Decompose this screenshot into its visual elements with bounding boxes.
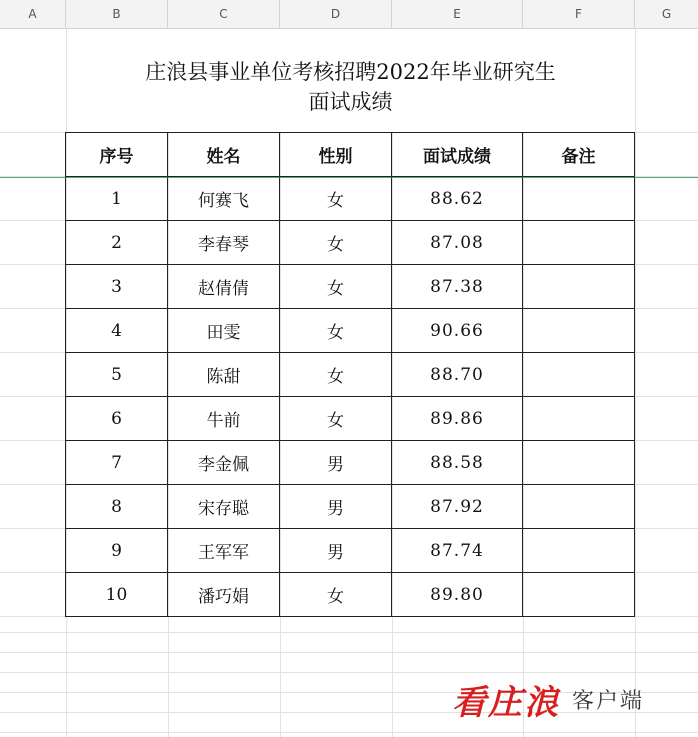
column-header-f[interactable]: F xyxy=(523,0,635,28)
watermark-caption: 客户端 xyxy=(572,688,645,714)
table-row xyxy=(66,441,635,485)
table-row xyxy=(66,353,635,397)
cell-gender[interactable]: 女 xyxy=(280,573,392,617)
page-title-line-1: 庄浪县事业单位考核招聘2022年毕业研究生 xyxy=(145,60,556,84)
cell-note[interactable] xyxy=(523,441,635,485)
table-row xyxy=(66,309,635,353)
interview-score-table xyxy=(65,132,635,617)
column-header-d[interactable]: D xyxy=(280,0,392,28)
cell-gender[interactable]: 女 xyxy=(280,353,392,397)
cell-score[interactable]: 88.58 xyxy=(392,441,523,485)
cell-number[interactable]: 3 xyxy=(66,265,168,309)
cell-gender[interactable]: 女 xyxy=(280,309,392,353)
cell-name[interactable]: 王军军 xyxy=(168,529,280,573)
header-score[interactable]: 面试成绩 xyxy=(392,133,523,177)
cell-note[interactable] xyxy=(523,485,635,529)
cell-note[interactable] xyxy=(523,353,635,397)
cell-score[interactable]: 88.62 xyxy=(392,177,523,221)
cell-number[interactable]: 8 xyxy=(66,485,168,529)
cell-number[interactable]: 1 xyxy=(66,177,168,221)
cell-number[interactable]: 6 xyxy=(66,397,168,441)
table-header-row xyxy=(66,133,635,177)
column-header-g[interactable]: G xyxy=(661,7,672,21)
cell-gender[interactable]: 女 xyxy=(280,397,392,441)
column-header-bar xyxy=(0,0,698,29)
cell-number[interactable]: 9 xyxy=(66,529,168,573)
cell-note[interactable] xyxy=(523,177,635,221)
cell-gender[interactable]: 男 xyxy=(280,485,392,529)
cell-number[interactable]: 7 xyxy=(66,441,168,485)
table-row xyxy=(66,177,635,221)
cell-name[interactable]: 赵倩倩 xyxy=(168,265,280,309)
cell-number[interactable]: 5 xyxy=(66,353,168,397)
column-header-e[interactable]: E xyxy=(392,0,523,28)
cell-gender[interactable]: 女 xyxy=(280,265,392,309)
cell-note[interactable] xyxy=(523,309,635,353)
cell-name[interactable]: 李春琴 xyxy=(168,221,280,265)
cell-name[interactable]: 潘巧娟 xyxy=(168,573,280,617)
table-row xyxy=(66,573,635,617)
cell-note[interactable] xyxy=(523,397,635,441)
header-number[interactable]: 序号 xyxy=(66,133,168,177)
table-row xyxy=(66,529,635,573)
cell-number[interactable]: 10 xyxy=(66,573,168,617)
cell-score[interactable]: 90.66 xyxy=(392,309,523,353)
cell-score[interactable]: 88.70 xyxy=(392,353,523,397)
table-row xyxy=(66,397,635,441)
cell-gender[interactable]: 女 xyxy=(280,221,392,265)
cell-note[interactable] xyxy=(523,573,635,617)
cell-note[interactable] xyxy=(523,529,635,573)
cell-note[interactable] xyxy=(523,265,635,309)
cell-score[interactable]: 89.86 xyxy=(392,397,523,441)
cell-name[interactable]: 田雯 xyxy=(168,309,280,353)
table-row xyxy=(66,265,635,309)
header-gender[interactable]: 性别 xyxy=(280,133,392,177)
cell-name[interactable]: 李金佩 xyxy=(168,441,280,485)
cell-name[interactable]: 牛前 xyxy=(168,397,280,441)
cell-score[interactable]: 87.92 xyxy=(392,485,523,529)
header-note[interactable]: 备注 xyxy=(523,133,635,177)
cell-note[interactable] xyxy=(523,221,635,265)
watermark-logo: 看庄浪 xyxy=(452,682,560,723)
column-header-c[interactable]: C xyxy=(168,0,280,28)
cell-gender[interactable]: 男 xyxy=(280,529,392,573)
cell-number[interactable]: 2 xyxy=(66,221,168,265)
watermark xyxy=(452,676,644,722)
cell-gender[interactable]: 男 xyxy=(280,441,392,485)
freeze-pane-line xyxy=(0,177,698,178)
cell-name[interactable]: 宋存聪 xyxy=(168,485,280,529)
column-header-b[interactable]: B xyxy=(66,0,168,28)
cell-score[interactable]: 87.74 xyxy=(392,529,523,573)
cell-name[interactable]: 何赛飞 xyxy=(168,177,280,221)
cell-score[interactable]: 89.80 xyxy=(392,573,523,617)
cell-score[interactable]: 87.38 xyxy=(392,265,523,309)
cell-name[interactable]: 陈甜 xyxy=(168,353,280,397)
cell-score[interactable]: 87.08 xyxy=(392,221,523,265)
cell-number[interactable]: 4 xyxy=(66,309,168,353)
column-header-a[interactable]: A xyxy=(0,0,66,28)
header-name[interactable]: 姓名 xyxy=(168,133,280,177)
table-row xyxy=(66,485,635,529)
page-title-line-2: 面试成绩 xyxy=(308,90,393,114)
cell-gender[interactable]: 女 xyxy=(280,177,392,221)
table-row xyxy=(66,221,635,265)
